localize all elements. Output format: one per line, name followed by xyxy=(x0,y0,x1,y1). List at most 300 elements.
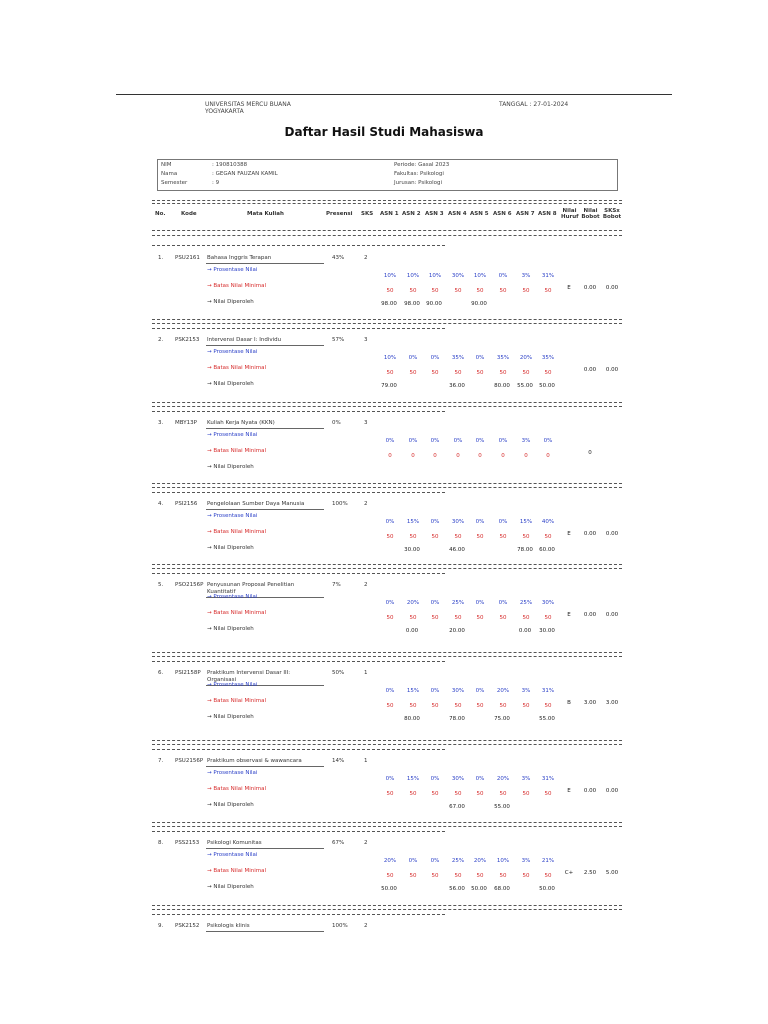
diperoleh-value: 98.00 xyxy=(381,301,397,307)
col-nilai-huruf xyxy=(561,208,578,220)
prosentase-value: 35% xyxy=(451,355,465,361)
course-divider xyxy=(152,319,622,320)
header-divider-top xyxy=(152,200,622,201)
batas-value: 50 xyxy=(386,615,394,621)
batas-value: 50 xyxy=(386,791,394,797)
batas-value: 50 xyxy=(454,534,462,540)
course-no: 7. xyxy=(158,758,164,764)
course-divider-short xyxy=(152,749,445,750)
page-title: Daftar Hasil Studi Mahasiswa xyxy=(284,125,484,139)
prosentase-value: 15% xyxy=(519,519,533,525)
batas-value: 0 xyxy=(524,453,528,459)
sks-bobot: 5.00 xyxy=(605,870,619,876)
prosentase-value: 10% xyxy=(428,273,442,279)
col-asn-7: ASN 7 xyxy=(516,211,535,217)
prosentase-value: 35% xyxy=(541,355,555,361)
prosentase-value: 21% xyxy=(541,858,555,864)
batas-value: 50 xyxy=(544,534,552,540)
course-divider xyxy=(152,483,622,484)
nilai-huruf: C+ xyxy=(564,870,574,876)
diperoleh-value: 80.00 xyxy=(404,716,420,722)
diperoleh-value: 55.00 xyxy=(539,716,555,722)
course-presensi: 100% xyxy=(332,923,348,929)
prosentase-label: → Prosentase Nilai xyxy=(207,513,258,519)
batas-value: 50 xyxy=(454,288,462,294)
batas-value: 50 xyxy=(454,873,462,879)
prosentase-value: 10% xyxy=(383,273,397,279)
course-name: Penyusunan Proposal Penelitian xyxy=(207,582,295,588)
course-divider xyxy=(152,909,622,910)
prosentase-value: 0% xyxy=(543,438,553,444)
batas-value: 50 xyxy=(522,791,530,797)
col-nilai-bobot-line1: Nilai xyxy=(583,208,598,214)
batas-value: 50 xyxy=(522,615,530,621)
course-presensi: 67% xyxy=(332,840,345,846)
prosentase-value: 20% xyxy=(406,600,420,606)
nilai-bobot: 0.00 xyxy=(583,531,597,537)
nilai-huruf: E xyxy=(567,788,571,794)
sks-bobot: 0.00 xyxy=(605,612,619,618)
col-presensi: Presensi xyxy=(326,211,353,217)
diperoleh-value: 20.00 xyxy=(449,628,465,634)
course-divider-short xyxy=(152,573,445,574)
prosentase-value: 0% xyxy=(475,776,485,782)
batas-label: → Batas Nilai Minimal xyxy=(207,283,267,289)
diperoleh-value: 67.00 xyxy=(449,804,465,810)
batas-value: 50 xyxy=(431,615,439,621)
batas-value: 50 xyxy=(409,615,417,621)
batas-value: 50 xyxy=(476,873,484,879)
prosentase-value: 3% xyxy=(521,688,531,694)
header-divider-short xyxy=(152,245,445,246)
nama-value: : GEGAN FAUZAN KAMIL xyxy=(212,171,278,177)
batas-value: 50 xyxy=(454,370,462,376)
course-presensi: 50% xyxy=(332,670,345,676)
prosentase-value: 15% xyxy=(406,688,420,694)
course-name: Psikologis klinis xyxy=(207,923,250,929)
course-no: 8. xyxy=(158,840,164,846)
course-sks: 3 xyxy=(364,420,368,426)
course-presensi: 14% xyxy=(332,758,345,764)
course-divider xyxy=(152,652,622,653)
semester-value: : 9 xyxy=(212,180,220,186)
diperoleh-value: 55.00 xyxy=(494,804,510,810)
course-divider xyxy=(152,564,622,565)
col-nilai-huruf-line2: Huruf xyxy=(561,214,579,220)
course-no: 9. xyxy=(158,923,164,929)
prosentase-value: 10% xyxy=(406,273,420,279)
batas-value: 50 xyxy=(476,615,484,621)
batas-value: 0 xyxy=(456,453,460,459)
nilai-bobot: 2.50 xyxy=(583,870,597,876)
sks-bobot: 0.00 xyxy=(605,285,619,291)
course-presensi: 100% xyxy=(332,501,348,507)
prosentase-value: 15% xyxy=(406,776,420,782)
diperoleh-label: → Nilai Diperoleh xyxy=(207,626,254,632)
prosentase-value: 0% xyxy=(385,519,395,525)
course-divider xyxy=(152,740,622,741)
diperoleh-label: → Nilai Diperoleh xyxy=(207,884,254,890)
course-name: Praktikum Intervensi Dasar III: xyxy=(207,670,291,676)
nilai-huruf: B xyxy=(567,700,571,706)
batas-value: 50 xyxy=(544,615,552,621)
nim-label: NIM xyxy=(161,162,172,168)
course-sks: 1 xyxy=(364,758,368,764)
batas-value: 0 xyxy=(501,453,505,459)
header-divider-bottom xyxy=(152,230,622,231)
university-label: UNIVERSITAS MERCU BUANA xyxy=(205,101,291,108)
course-divider xyxy=(152,744,622,745)
course-sks: 2 xyxy=(364,840,368,846)
prosentase-value: 30% xyxy=(451,519,465,525)
nilai-bobot: 0.00 xyxy=(583,285,597,291)
course-name-underline xyxy=(206,766,324,767)
nilai-bobot: 0.00 xyxy=(583,788,597,794)
batas-value: 50 xyxy=(476,370,484,376)
diperoleh-value: 78.00 xyxy=(517,547,533,553)
course-sks: 2 xyxy=(364,582,368,588)
diperoleh-value: 0.00 xyxy=(518,628,532,634)
prosentase-value: 25% xyxy=(451,858,465,864)
prosentase-value: 0% xyxy=(408,858,418,864)
batas-value: 50 xyxy=(499,534,507,540)
prosentase-value: 0% xyxy=(430,776,440,782)
batas-value: 50 xyxy=(409,288,417,294)
prosentase-value: 25% xyxy=(451,600,465,606)
batas-value: 0 xyxy=(411,453,415,459)
batas-value: 50 xyxy=(476,791,484,797)
semester-label: Semester xyxy=(161,180,188,186)
prosentase-value: 0% xyxy=(408,438,418,444)
batas-label: → Batas Nilai Minimal xyxy=(207,529,267,535)
prosentase-value: 0% xyxy=(385,688,395,694)
prosentase-value: 40% xyxy=(541,519,555,525)
course-divider xyxy=(152,323,622,324)
prosentase-value: 30% xyxy=(451,273,465,279)
diperoleh-value: 80.00 xyxy=(494,383,510,389)
nilai-bobot: 0.00 xyxy=(583,612,597,618)
city-label: YOGYAKARTA xyxy=(205,108,244,115)
batas-value: 50 xyxy=(386,703,394,709)
batas-value: 50 xyxy=(386,370,394,376)
header-divider-top-2 xyxy=(152,203,622,204)
prosentase-value: 31% xyxy=(541,273,555,279)
batas-value: 50 xyxy=(499,703,507,709)
col-nilai-bobot xyxy=(581,208,600,220)
prosentase-value: 3% xyxy=(521,858,531,864)
diperoleh-value: 56.00 xyxy=(449,886,465,892)
print-date: TANGGAL : 27-01-2024 xyxy=(499,101,569,108)
course-name: Intervensi Dasar I: Individu xyxy=(207,337,282,343)
prosentase-value: 0% xyxy=(475,688,485,694)
col-mata-kuliah: Mata Kuliah xyxy=(247,211,284,217)
prosentase-value: 0% xyxy=(430,355,440,361)
diperoleh-value: 79.00 xyxy=(381,383,397,389)
batas-value: 50 xyxy=(409,791,417,797)
batas-value: 50 xyxy=(544,873,552,879)
diperoleh-value: 46.00 xyxy=(449,547,465,553)
diperoleh-label: → Nilai Diperoleh xyxy=(207,802,254,808)
diperoleh-value: 98.00 xyxy=(404,301,420,307)
prosentase-value: 0% xyxy=(475,355,485,361)
batas-value: 50 xyxy=(522,288,530,294)
batas-label: → Batas Nilai Minimal xyxy=(207,868,267,874)
batas-value: 50 xyxy=(431,370,439,376)
prosentase-value: 31% xyxy=(541,688,555,694)
course-name-underline xyxy=(206,345,324,346)
prosentase-value: 0% xyxy=(498,438,508,444)
nim-value: : 190810388 xyxy=(212,162,248,168)
batas-value: 50 xyxy=(522,703,530,709)
course-name: Bahasa Inggris Terapan xyxy=(207,255,272,261)
prosentase-value: 0% xyxy=(430,600,440,606)
prosentase-label: → Prosentase Nilai xyxy=(207,682,258,688)
batas-value: 50 xyxy=(476,534,484,540)
course-code: PSO2156P xyxy=(175,582,204,588)
course-presensi: 0% xyxy=(332,420,341,426)
batas-value: 50 xyxy=(454,615,462,621)
col-asn-4: ASN 4 xyxy=(448,211,467,217)
course-name-underline xyxy=(206,509,324,510)
batas-label: → Batas Nilai Minimal xyxy=(207,448,267,454)
course-no: 3. xyxy=(158,420,164,426)
course-presensi: 7% xyxy=(332,582,341,588)
nama-label: Nama xyxy=(161,171,178,177)
col-kode: Kode xyxy=(181,211,197,217)
course-divider xyxy=(152,656,622,657)
course-no: 4. xyxy=(158,501,164,507)
batas-value: 50 xyxy=(499,288,507,294)
batas-label: → Batas Nilai Minimal xyxy=(207,610,267,616)
course-name: Psikologi Komunitas xyxy=(207,840,262,846)
student-info-box xyxy=(157,159,618,191)
prosentase-value: 10% xyxy=(383,355,397,361)
col-sks: SKS xyxy=(361,211,374,217)
course-code: PSS2153 xyxy=(175,840,200,846)
prosentase-value: 20% xyxy=(519,355,533,361)
batas-value: 50 xyxy=(386,873,394,879)
batas-value: 50 xyxy=(386,288,394,294)
batas-value: 50 xyxy=(431,288,439,294)
prosentase-value: 30% xyxy=(541,600,555,606)
diperoleh-value: 36.00 xyxy=(449,383,465,389)
course-no: 1. xyxy=(158,255,164,261)
col-asn-1: ASN 1 xyxy=(380,211,399,217)
prosentase-value: 25% xyxy=(519,600,533,606)
top-rule xyxy=(116,94,672,95)
course-divider-short xyxy=(152,492,445,493)
col-nilai-huruf-line1: Nilai xyxy=(562,208,577,214)
nilai-huruf: E xyxy=(567,285,571,291)
prosentase-label: → Prosentase Nilai xyxy=(207,594,258,600)
batas-value: 50 xyxy=(431,703,439,709)
course-name-underline xyxy=(206,931,324,932)
col-asn-8: ASN 8 xyxy=(538,211,557,217)
course-divider-short xyxy=(152,328,445,329)
diperoleh-value: 78.00 xyxy=(449,716,465,722)
prosentase-value: 20% xyxy=(496,688,510,694)
batas-value: 50 xyxy=(409,703,417,709)
prosentase-value: 10% xyxy=(496,858,510,864)
nilai-huruf: E xyxy=(567,531,571,537)
diperoleh-value: 50.00 xyxy=(471,886,487,892)
batas-value: 50 xyxy=(499,615,507,621)
course-divider xyxy=(152,822,622,823)
prosentase-value: 30% xyxy=(451,776,465,782)
batas-value: 0 xyxy=(388,453,392,459)
prosentase-value: 0% xyxy=(453,438,463,444)
col-sks-bobot-line2: Bobot xyxy=(602,214,622,220)
course-code: PSI2156 xyxy=(175,501,198,507)
nilai-bobot: 0 xyxy=(588,450,592,456)
nilai-bobot: 3.00 xyxy=(583,700,597,706)
prosentase-value: 3% xyxy=(521,776,531,782)
diperoleh-label: → Nilai Diperoleh xyxy=(207,714,254,720)
course-name-underline xyxy=(206,428,324,429)
batas-value: 0 xyxy=(546,453,550,459)
prosentase-value: 0% xyxy=(498,600,508,606)
course-name: Kuliah Kerja Nyata (KKN) xyxy=(207,420,275,426)
course-code: PSU2156P xyxy=(175,758,204,764)
course-divider xyxy=(152,406,622,407)
jurusan: Jurusan: Psikologi xyxy=(394,180,443,186)
prosentase-value: 0% xyxy=(498,519,508,525)
batas-value: 50 xyxy=(431,873,439,879)
university-name xyxy=(205,101,291,115)
prosentase-value: 0% xyxy=(430,858,440,864)
batas-value: 50 xyxy=(522,873,530,879)
col-no: No. xyxy=(155,211,166,217)
col-asn-3: ASN 3 xyxy=(425,211,444,217)
diperoleh-label: → Nilai Diperoleh xyxy=(207,464,254,470)
course-no: 5. xyxy=(158,582,164,588)
course-no: 2. xyxy=(158,337,164,343)
prosentase-label: → Prosentase Nilai xyxy=(207,432,258,438)
sks-bobot: 3.00 xyxy=(605,700,619,706)
course-divider-short xyxy=(152,831,445,832)
prosentase-value: 20% xyxy=(383,858,397,864)
batas-value: 50 xyxy=(544,791,552,797)
batas-value: 50 xyxy=(409,534,417,540)
course-sks: 3 xyxy=(364,337,368,343)
batas-value: 50 xyxy=(499,791,507,797)
prosentase-value: 35% xyxy=(496,355,510,361)
batas-value: 50 xyxy=(522,534,530,540)
col-nilai-bobot-line2: Bobot xyxy=(581,214,600,220)
prosentase-value: 0% xyxy=(430,519,440,525)
batas-value: 50 xyxy=(544,288,552,294)
course-code: PSU2161 xyxy=(175,255,200,261)
prosentase-value: 0% xyxy=(385,776,395,782)
diperoleh-value: 30.00 xyxy=(539,628,555,634)
prosentase-value: 0% xyxy=(475,438,485,444)
diperoleh-value: 50.00 xyxy=(381,886,397,892)
diperoleh-value: 50.00 xyxy=(539,886,555,892)
prosentase-value: 30% xyxy=(451,688,465,694)
prosentase-value: 20% xyxy=(496,776,510,782)
nilai-bobot: 0.00 xyxy=(583,367,597,373)
diperoleh-value: 55.00 xyxy=(517,383,533,389)
col-sks-bobot-line1: SKSx xyxy=(604,208,620,214)
prosentase-label: → Prosentase Nilai xyxy=(207,852,258,858)
course-presensi: 43% xyxy=(332,255,345,261)
batas-label: → Batas Nilai Minimal xyxy=(207,786,267,792)
diperoleh-label: → Nilai Diperoleh xyxy=(207,299,254,305)
prosentase-value: 0% xyxy=(475,519,485,525)
prosentase-label: → Prosentase Nilai xyxy=(207,770,258,776)
course-name: Kuantitatif xyxy=(207,589,236,595)
prosentase-value: 0% xyxy=(385,438,395,444)
prosentase-value: 31% xyxy=(541,776,555,782)
prosentase-value: 0% xyxy=(430,688,440,694)
prosentase-value: 15% xyxy=(406,519,420,525)
prosentase-label: → Prosentase Nilai xyxy=(207,267,258,273)
course-sks: 2 xyxy=(364,255,368,261)
batas-value: 50 xyxy=(454,791,462,797)
batas-value: 50 xyxy=(476,703,484,709)
course-name-underline xyxy=(206,848,324,849)
course-code: MBY13P xyxy=(175,420,197,426)
batas-value: 50 xyxy=(454,703,462,709)
course-divider-short xyxy=(152,411,445,412)
prosentase-value: 0% xyxy=(430,438,440,444)
course-presensi: 57% xyxy=(332,337,345,343)
prosentase-value: 3% xyxy=(521,438,531,444)
course-code: PSK2153 xyxy=(175,337,200,343)
diperoleh-value: 90.00 xyxy=(426,301,442,307)
diperoleh-value: 60.00 xyxy=(539,547,555,553)
batas-value: 50 xyxy=(499,370,507,376)
col-sks-bobot xyxy=(602,208,622,220)
course-sks: 1 xyxy=(364,670,368,676)
course-divider xyxy=(152,905,622,906)
periode: Periode: Gasal 2023 xyxy=(394,162,450,168)
sks-bobot: 0.00 xyxy=(605,367,619,373)
course-divider xyxy=(152,402,622,403)
prosentase-value: 10% xyxy=(473,273,487,279)
prosentase-label: → Prosentase Nilai xyxy=(207,349,258,355)
course-sks: 2 xyxy=(364,501,368,507)
batas-value: 50 xyxy=(476,288,484,294)
prosentase-value: 0% xyxy=(408,355,418,361)
batas-value: 50 xyxy=(522,370,530,376)
nilai-huruf: E xyxy=(567,612,571,618)
batas-label: → Batas Nilai Minimal xyxy=(207,698,267,704)
diperoleh-value: 75.00 xyxy=(494,716,510,722)
batas-value: 0 xyxy=(433,453,437,459)
batas-value: 50 xyxy=(499,873,507,879)
prosentase-value: 0% xyxy=(385,600,395,606)
course-name: Organisasi xyxy=(207,677,236,683)
batas-value: 50 xyxy=(544,703,552,709)
prosentase-value: 0% xyxy=(498,273,508,279)
diperoleh-label: → Nilai Diperoleh xyxy=(207,545,254,551)
col-asn-6: ASN 6 xyxy=(493,211,512,217)
diperoleh-value: 0.00 xyxy=(405,628,419,634)
prosentase-value: 20% xyxy=(473,858,487,864)
batas-value: 50 xyxy=(431,534,439,540)
fakultas: Fakultas: Psikologi xyxy=(394,171,444,177)
diperoleh-value: 50.00 xyxy=(539,383,555,389)
header-divider-bottom-2 xyxy=(152,235,622,236)
batas-value: 50 xyxy=(544,370,552,376)
course-code: PSK2152 xyxy=(175,923,200,929)
batas-value: 50 xyxy=(409,873,417,879)
prosentase-value: 3% xyxy=(521,273,531,279)
course-sks: 2 xyxy=(364,923,368,929)
course-divider-short xyxy=(152,914,445,915)
course-name: Pengelolaan Sumber Daya Manusia xyxy=(207,501,305,507)
